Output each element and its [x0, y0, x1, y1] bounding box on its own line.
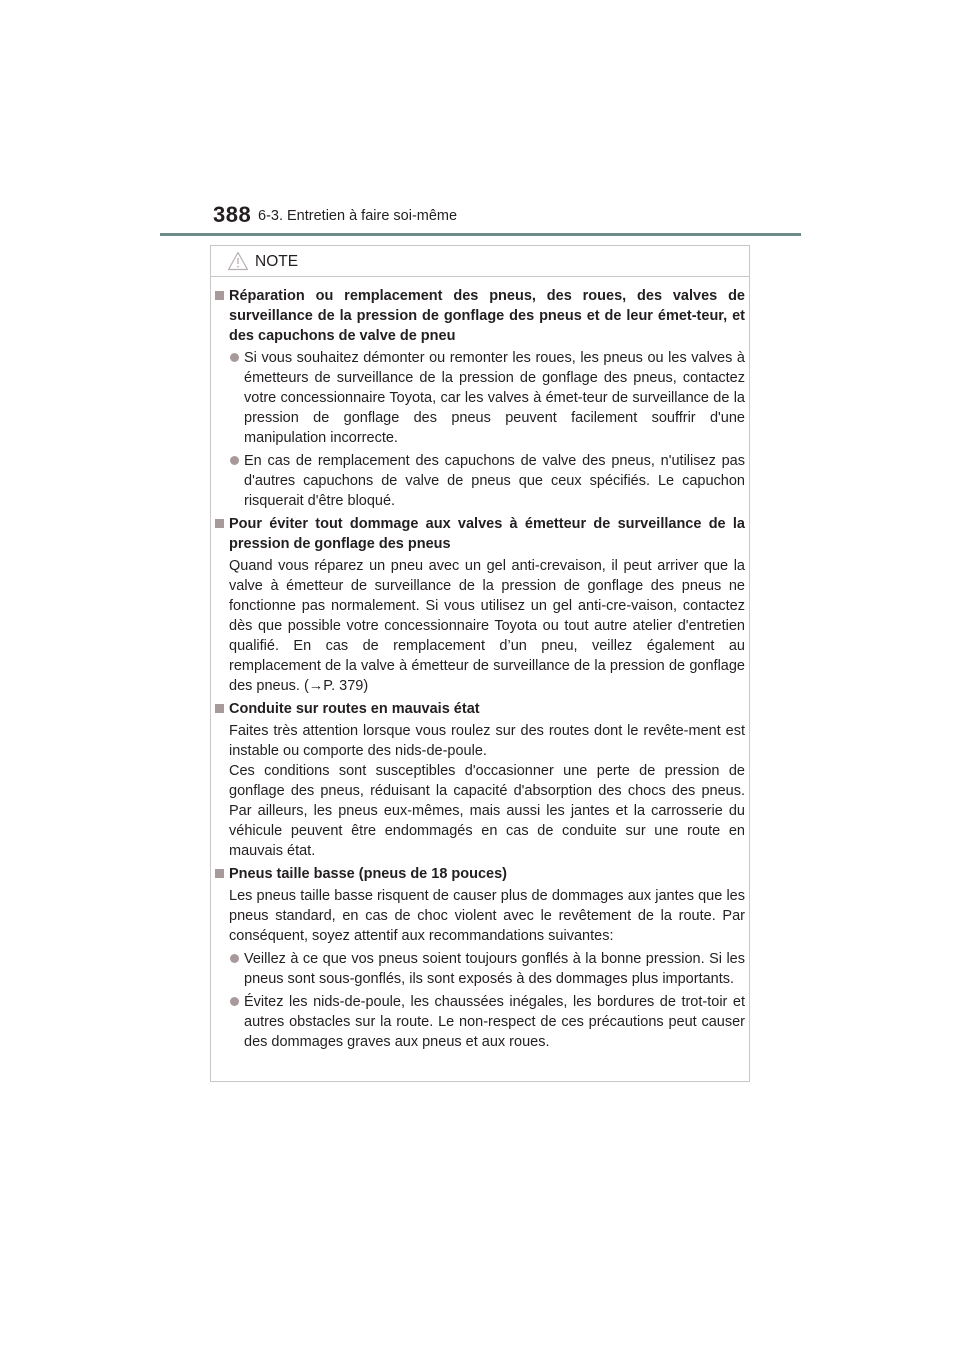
page-number: 388 [213, 202, 252, 227]
section-heading: Réparation ou remplacement des pneus, des roues, des valves de surveillance de la pression de gonflage des pneus et de leur émet-teur, et des capuchons de valve de pneu [215, 286, 745, 346]
warning-triangle-icon [227, 251, 249, 271]
circle-bullet-icon [230, 353, 239, 362]
section-heading: Conduite sur routes en mauvais état [215, 699, 745, 719]
square-bullet-icon [215, 704, 224, 713]
paragraph: Ces conditions sont susceptibles d'occasionner une perte de pression de gonflage des pneus, réduisant la capacité d'absorption des chocs des pneus. Par ailleurs, les pneus eux-mêmes, mais aussi les jantes et la carrosserie du véhicule peuvent être endommagés en cas de conduite sur une route en mauvais état. [229, 763, 745, 859]
list-item: Évitez les nids-de-poule, les chaussées inégales, les bordures de trot-toir et autres obstacles sur la route. Le non-respect de ces précautions peut causer des dommages graves aux pneus et aux roues. [215, 992, 745, 1052]
circle-bullet-icon [230, 456, 239, 465]
square-bullet-icon [215, 519, 224, 528]
paragraph: Quand vous réparez un pneu avec un gel anti-crevaison, il peut arriver que la valve à émetteur de surveillance de la pression de gonflage des pneus ne fonctionne pas normalement. Si vous utilisez un gel anti-cre-vaison, contactez dès que possible votre concessionnaire Toyota ou tout autre atelier d'entretien qualifié. En cas de remplacement d’un pneu, veillez également au remplacement de la valve à émetteur de surveillance de la pression de gonflage des pneus. (→P. 379) [229, 558, 745, 694]
circle-bullet-icon [230, 997, 239, 1006]
circle-bullet-icon [230, 954, 239, 963]
list-item: Veillez à ce que vos pneus soient toujours gonflés à la bonne pression. Si les pneus sont sous-gonflés, ils sont exposés à des dommages plus importants. [215, 949, 745, 989]
section-heading: Pneus taille basse (pneus de 18 pouces) [215, 864, 745, 884]
section-title: 6-3. Entretien à faire soi-même [258, 208, 458, 224]
paragraph: Faites très attention lorsque vous roulez sur des routes dont le revête-ment est instable ou comporte des nids-de-poule. [229, 723, 745, 759]
paragraph: Les pneus taille basse risquent de causer plus de dommages aux jantes que les pneus standard, en cas de choc violent avec le revêtement de la route. Par conséquent, soyez attentif aux recommandations suivantes: [229, 888, 745, 944]
list-item: En cas de remplacement des capuchons de valve des pneus, n'utilisez pas d'autres capuchons de valve de pneus que ceux spécifiés. Le capuchon risquerait d'être bloqué. [215, 451, 745, 511]
square-bullet-icon [215, 291, 224, 300]
section-heading: Pour éviter tout dommage aux valves à émetteur de surveillance de la pression de gonflage des pneus [215, 514, 745, 554]
header-divider [160, 233, 801, 236]
square-bullet-icon [215, 869, 224, 878]
note-box [210, 245, 750, 1082]
list-item: Si vous souhaitez démonter ou remonter les roues, les pneus ou les valves à émetteurs de surveillance de la pression de gonflage des pneus, contactez votre concessionnaire Toyota, car les valves à émet-teur de surveillance de la pression de gonflage des pneus peuvent facilement souffrir d'une manipulation incorrecte. [215, 348, 745, 448]
note-title: NOTE [255, 253, 299, 270]
note-body [215, 286, 745, 1055]
note-header [211, 246, 749, 277]
